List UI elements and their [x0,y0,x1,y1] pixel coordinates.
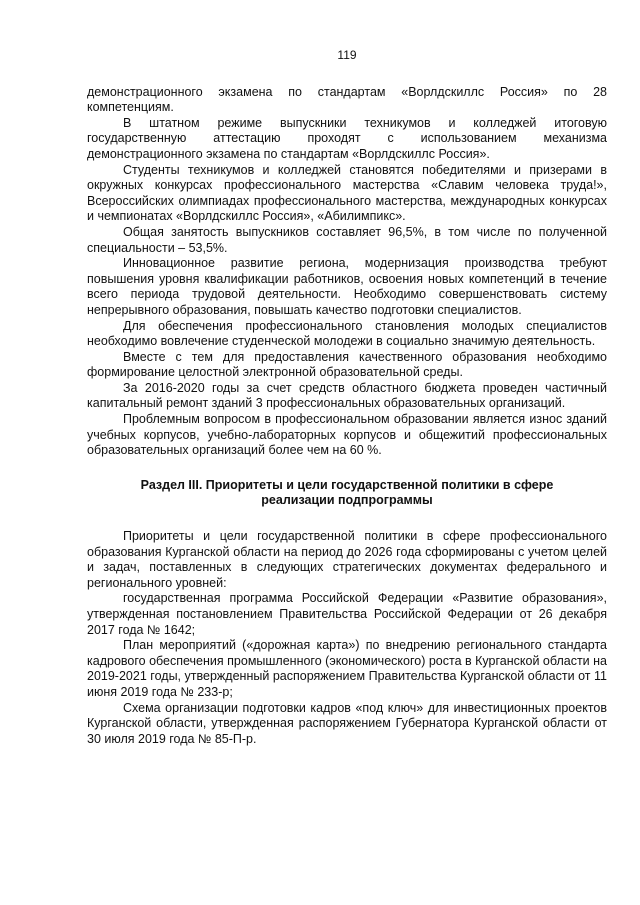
paragraph-young-specialists: Для обеспечения профессионального становления молодых специалистов необходимо вовлечение студенческой молодежи в социально значимую деятельность. [87,318,607,349]
document-page [87,48,607,747]
paragraph-priorities-intro: Приоритеты и цели государственной политики в сфере профессионального образования Курганской области на период до 2026 года сформированы с учетом целей и задач, поставленных в следующих стратегических документах федерального и регионального уровней: [87,529,607,590]
paragraph-competition-winners: Студенты техникумов и колледжей становятся победителями и призерами в окружных конкурсах профессионального мастерства «Славим человека труда!», Всероссийских олимпиадах профессионального мастерства, международных конкурсах и чемпионатах «Ворлдскиллс Россия», «Абилимпикс». [87,162,607,224]
paragraph-electronic-environment: Вместе с тем для предоставления качественного образования необходимо формирование целостной электронной образовательной среды. [87,349,607,380]
paragraph-state-program: государственная программа Российской Федерации «Развитие образования», утвержденная постановлением Правительства Российской Федерации от 26 декабря 2017 года № 1642; [87,591,607,637]
paragraph-innovative-development: Инновационное развитие региона, модернизация производства требуют повышения уровня квалификации работников, освоения новых компетенций в течение всего периода трудовой деятельности. Необходимо совершенствовать систему непрерывного образования, повышать качество подготовки специалистов. [87,256,607,317]
paragraph-road-map: План мероприятий («дорожная карта») по внедрению регионального стандарта кадрового обеспечения промышленного (экономического) роста в Курганской области на 2019-2021 годы, утвержденный распоряжением Правительства Курганской области от 11 июня 2019 года № 233-р; [87,638,607,699]
paragraph-training-scheme: Схема организации подготовки кадров «под ключ» для инвестиционных проектов Курганской области, утвержденная распоряжением Губернатора Курганской области от 30 июля 2019 года № 85-П-р. [87,700,607,746]
paragraph-graduates-certification: В штатном режиме выпускники техникумов и колледжей итоговую государственную аттестацию проходят с использованием механизма демонстрационного экзамена по стандартам «Ворлдскиллс Россия». [87,115,607,161]
paragraph-continuation: демонстрационного экзамена по стандартам «Ворлдскиллс Россия» по 28 компетенциям. [87,84,607,115]
section-heading-line-1: Раздел III. Приоритеты и цели государственной политики в сфере [140,477,554,492]
paragraph-capital-repair: За 2016-2020 годы за счет средств областного бюджета проведен частичный капитальный ремонт зданий 3 профессиональных образовательных организаций. [87,380,607,411]
paragraph-building-wear: Проблемным вопросом в профессиональном образовании является износ зданий учебных корпусов, учебно-лабораторных корпусов и общежитий профессиональных образовательных организаций более чем на 60 %. [87,412,607,458]
page-number: 119 [337,48,357,62]
section-heading-line-2: реализации подпрограммы [261,493,433,508]
paragraph-employment-rate: Общая занятость выпускников составляет 96,5%, в том числе по полученной специальности – 53,5%. [87,224,607,255]
section-heading [87,478,607,509]
